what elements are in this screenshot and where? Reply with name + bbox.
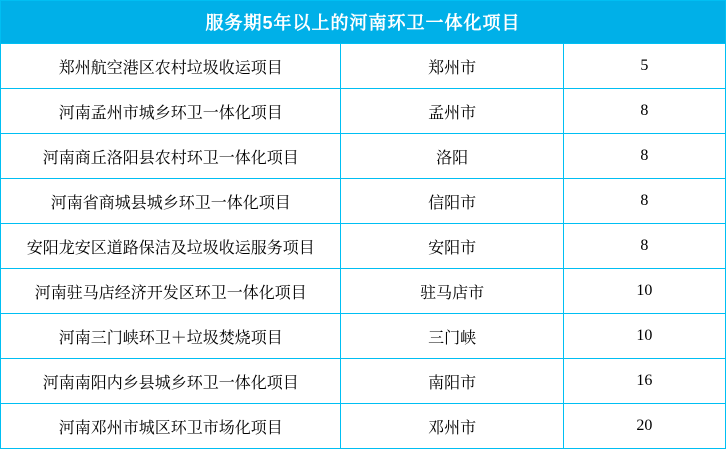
- cell-years: 5: [563, 44, 725, 89]
- cell-city: 南阳市: [341, 359, 563, 404]
- cell-project-name: 河南邓州市城区环卫市场化项目: [1, 404, 341, 449]
- cell-project-name: 安阳龙安区道路保洁及垃圾收运服务项目: [1, 224, 341, 269]
- cell-city: 孟州市: [341, 89, 563, 134]
- table-row: [1, 359, 726, 404]
- cell-city: 洛阳: [341, 134, 563, 179]
- table-body: [1, 1, 726, 449]
- cell-city: 三门峡: [341, 314, 563, 359]
- table-row: [1, 404, 726, 449]
- cell-city: 邓州市: [341, 404, 563, 449]
- cell-project-name: 河南商丘洛阳县农村环卫一体化项目: [1, 134, 341, 179]
- cell-project-name: 河南驻马店经济开发区环卫一体化项目: [1, 269, 341, 314]
- cell-city: 信阳市: [341, 179, 563, 224]
- cell-project-name: 河南南阳内乡县城乡环卫一体化项目: [1, 359, 341, 404]
- table-title: 服务期5年以上的河南环卫一体化项目: [1, 1, 726, 44]
- cell-years: 16: [563, 359, 725, 404]
- cell-project-name: 河南孟州市城乡环卫一体化项目: [1, 89, 341, 134]
- table-row: [1, 314, 726, 359]
- table-row: [1, 179, 726, 224]
- cell-years: 10: [563, 314, 725, 359]
- table-row: [1, 44, 726, 89]
- cell-project-name: 河南省商城县城乡环卫一体化项目: [1, 179, 341, 224]
- table-row: [1, 89, 726, 134]
- cell-project-name: 郑州航空港区农村垃圾收运项目: [1, 44, 341, 89]
- cell-years: 10: [563, 269, 725, 314]
- cell-project-name: 河南三门峡环卫＋垃圾焚烧项目: [1, 314, 341, 359]
- cell-years: 8: [563, 134, 725, 179]
- table-row: [1, 134, 726, 179]
- cell-city: 安阳市: [341, 224, 563, 269]
- cell-years: 8: [563, 89, 725, 134]
- cell-city: 郑州市: [341, 44, 563, 89]
- table-row: [1, 224, 726, 269]
- table-row: [1, 269, 726, 314]
- cell-city: 驻马店市: [341, 269, 563, 314]
- cell-years: 8: [563, 224, 725, 269]
- cell-years: 20: [563, 404, 725, 449]
- cell-years: 8: [563, 179, 725, 224]
- table-title-row: [1, 1, 726, 44]
